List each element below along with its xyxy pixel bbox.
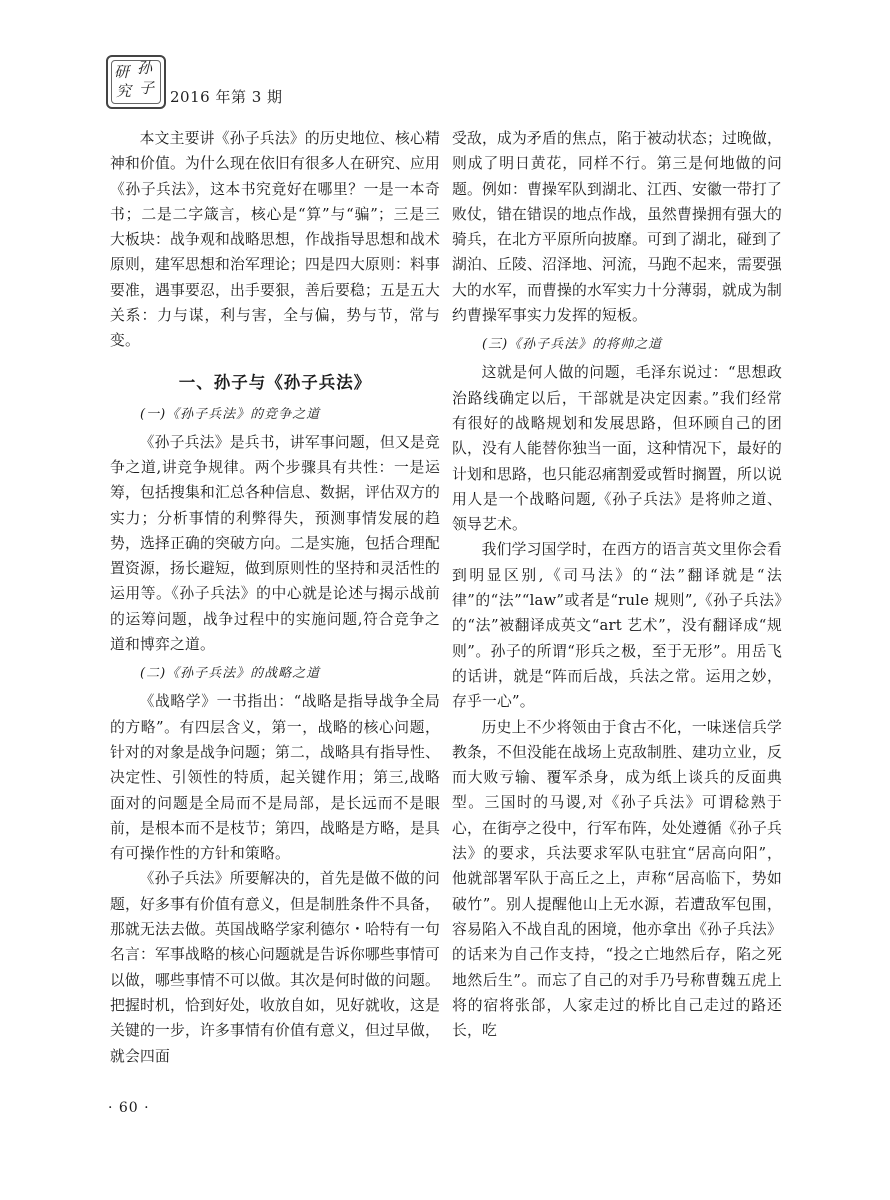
intro-paragraph: 本文主要讲《孙子兵法》的历史地位、核心精神和价值。为什么现在依旧有很多人在研究、应用《孙子兵法》，这本书究竟好在哪里？一是一本奇书；二是二字箴言，核心是“算”与“骗”；三是三大板块：战争观和战略思想，作战指导思想和战术原则，建军思想和治军理论；四是四大原则：料事要准，遇事要忍，出手要狠，善后要稳；五是五大关系：力与谋，利与害，全与偏，势与节，常与变。 bbox=[110, 130, 440, 350]
page-number: · 60 · bbox=[108, 1100, 150, 1116]
subsection-heading: (三)《孙子兵法》的将帅之道 bbox=[482, 337, 663, 353]
continued-paragraph: 受敌，成为矛盾的焦点，陷于被动状态；过晚做，则成了明日黄花，同样不行。第三是何地做的问题。例如：曹操军队到湖北、江西、安徽一带打了败仗，错在错误的地点作战，虽然曹操拥有强大的骑兵，在北方平原所向披靡。可到了湖北，碰到了湖泊、丘陵、沼泽地、河流，马跑不起来，需要强大的水军，而曹操的水军实力十分薄弱，就成为制约曹操军事实力发挥的短板。 bbox=[452, 130, 782, 325]
issue-label: 2016 年第 3 期 bbox=[170, 88, 283, 106]
subsection-heading: (二)《孙子兵法》的战略之道 bbox=[140, 666, 321, 682]
body-paragraph: 《战略学》一书指出：“战略是指导战争全局的方略”。有四层含义，第一，战略的核心问题，针对的对象是战争问题；第二，战略具有指导性、决定性、引领性的特质，起关键作用；第三,战略面对的问题是全局而不是局部，是长远而不是眼前，是根本而不是枝节；第四，战略是方略，是具有可操作性的方针和策略。 bbox=[110, 693, 440, 863]
logo-char: 究 bbox=[116, 82, 132, 100]
body-paragraph: 这就是何人做的问题，毛泽东说过：“思想政治路线确定以后，干部就是决定因素。”我们经常有很好的战略规划和发展思路，但环顾自己的团队，没有人能替你独当一面，这种情况下，最好的计划和思路，也只能忍痛割爱或暂时搁置，所以说用人是一个战略问题,《孙子兵法》是将帅之道、领导艺术。 bbox=[452, 364, 782, 534]
journal-logo bbox=[106, 55, 166, 109]
logo-char: 研 bbox=[114, 63, 130, 81]
section-heading: 一、孙子与《孙子兵法》 bbox=[178, 372, 372, 392]
logo-char: 孙 bbox=[137, 59, 153, 77]
subsection-heading: (一)《孙子兵法》的竞争之道 bbox=[140, 406, 321, 422]
right-column bbox=[452, 126, 782, 1043]
body-paragraph: 《孙子兵法》是兵书，讲军事问题，但又是竞争之道,讲竞争规律。两个步骤具有共性：一是运筹，包括搜集和汇总各种信息、数据，评估双方的实力；分析事情的利弊得失，预测事情发展的趋势，选择正确的突破方向。二是实施，包括合理配置资源，扬长避短，做到原则性的坚持和灵活性的运用等。《孙子兵法》的中心就是论述与揭示战前的运筹问题，战争过程中的实施问题,符合竞争之道和博弈之道。 bbox=[110, 433, 440, 654]
left-column bbox=[110, 126, 440, 1069]
logo-char: 子 bbox=[139, 79, 155, 97]
body-paragraph: 历史上不少将领由于食古不化，一味迷信兵学教条，不但没能在战场上克敌制胜、建功立业，反而大败亏输、覆军杀身，成为纸上谈兵的反面典型。三国时的马谡,对《孙子兵法》可谓稔熟于心，在街亭之役中，行军布阵，处处遵循《孙子兵法》的要求，兵法要求军队屯驻宜“居高向阳”，他就部署军队于高丘之上，声称“居高临下，势如破竹”。别人提醒他山上无水源，若遭敌军包围，容易陷入不战自乱的困境，他亦拿出《孙子兵法》的话来为自己作支持，“投之亡地然后存，陷之死地然后生”。而忘了自己的对手乃号称曹魏五虎上将的宿将张郃，人家走过的桥比自己走过的路还长，吃 bbox=[452, 718, 782, 1040]
body-paragraph: 我们学习国学时，在西方的语言英文里你会看到明显区别,《司马法》的“法”翻译就是“法律”的“法”“law”或者是“rule 规则”,《孙子兵法》的“法”被翻译成英文“art 艺术”，没有翻译成“规则”。孙子的所谓“形兵之极，至于无形”。用岳飞的话讲，就是“阵而后战，兵法之常。运用之妙，存乎一心”。 bbox=[452, 541, 782, 711]
body-paragraph: 《孙子兵法》所要解决的，首先是做不做的问题，好多事有价值有意义，但是制胜条件不具备，那就无法去做。英国战略学家利德尔・哈特有一句名言：军事战略的核心问题就是告诉你哪些事情可以做，哪些事情不可以做。其次是何时做的问题。把握时机，恰到好处，收放自如，见好就收，这是关键的一步，许多事情有价值有意义，但过早做，就会四面 bbox=[110, 870, 440, 1065]
